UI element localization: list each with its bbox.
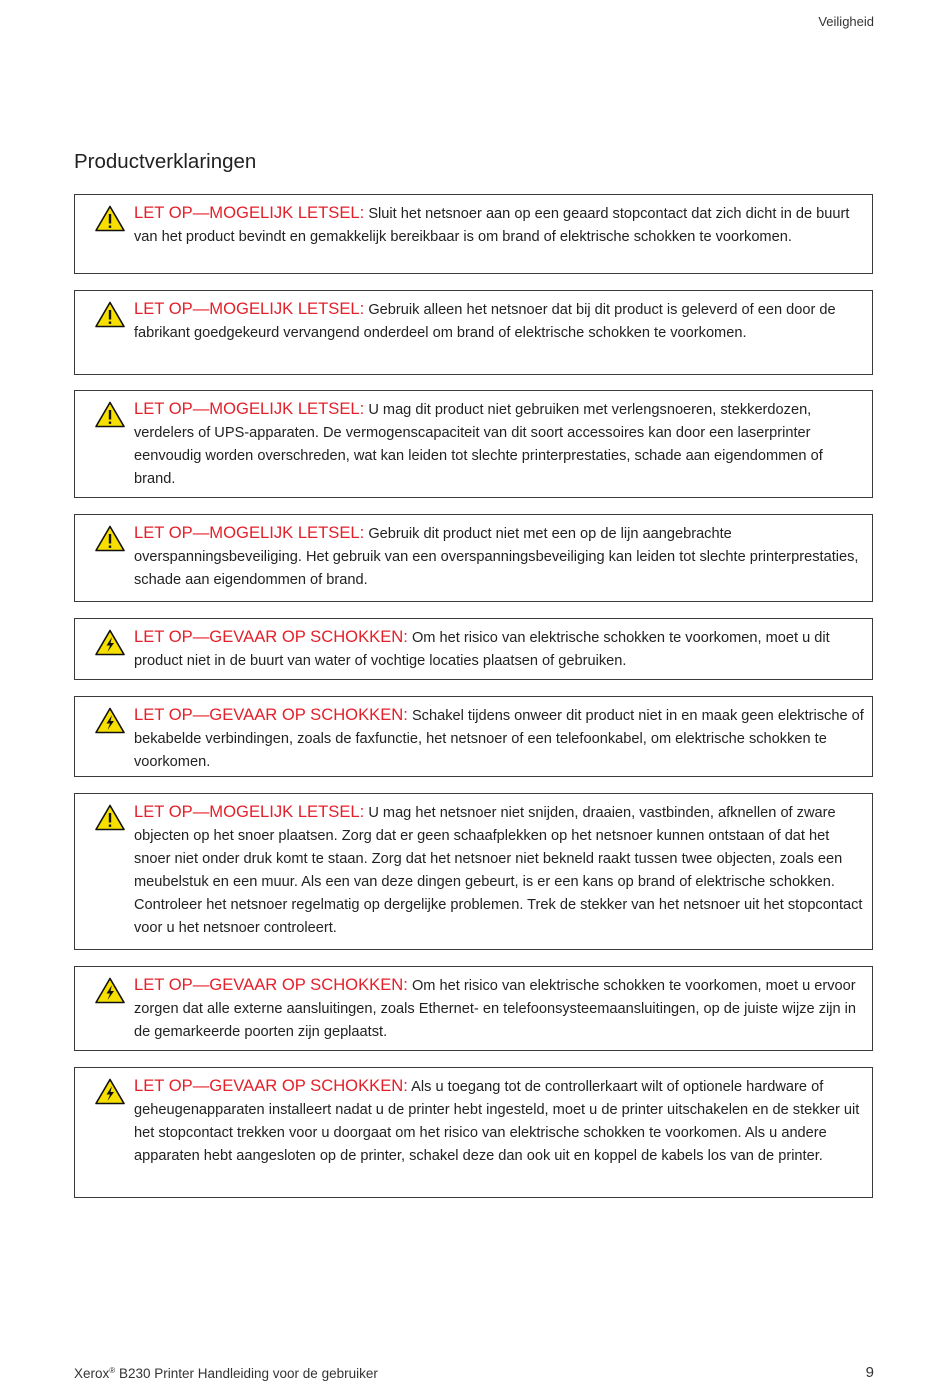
warning-label: LET OP—GEVAAR OP SCHOKKEN: (134, 1076, 408, 1095)
warning-label: LET OP—GEVAAR OP SCHOKKEN: (134, 975, 408, 994)
shock-hazard-icon (95, 977, 125, 1004)
footer-doc-title (74, 1366, 378, 1381)
warning-text (134, 973, 866, 1044)
warning-label: LET OP—GEVAAR OP SCHOKKEN: (134, 705, 408, 724)
warning-box (74, 618, 873, 680)
footer-title: B230 Printer Handleiding voor de gebruiker (115, 1366, 378, 1381)
warning-text (134, 800, 866, 940)
warning-box (74, 1067, 873, 1198)
warning-box (74, 696, 873, 777)
warning-label: LET OP—MOGELIJK LETSEL: (134, 802, 365, 821)
warning-body: Als u toegang tot de controllerkaart wilt of optionele hardware of geheugenapparaten installeert nadat u de printer hebt ingesteld, moet u de printer uitschakelen en de stekker uit het stopcontact trekken voor u doorgaat om het risico van elektrische schokken te voorkomen. Als u andere apparaten hebt aangesloten op de printer, schakel deze dan ook uit en koppel de kabels los van de printer. (134, 1079, 860, 1164)
warning-box (74, 514, 873, 602)
warning-body: U mag het netsnoer niet snijden, draaien, vastbinden, afknellen of zware objecten op het snoer plaatsen. Zorg dat er geen schaafplekken op het netsnoer kunnen ontstaan of dat het snoer niet onder druk komt te staan. Zorg dat het netsnoer niet bekneld raakt tussen twee objecten, zoals een meubelstuk en een muur. Als een van deze dingen gebeurt, is er een kans op brand of elektrische schokken. Controleer het netsnoer regelmatig op dergelijke problemen. Trek de stekker van het netsnoer uit het stopcontact voor u het netsnoer controleert. (134, 805, 863, 936)
page-number: 9 (865, 1364, 874, 1381)
warning-label: LET OP—MOGELIJK LETSEL: (134, 523, 365, 542)
caution-icon (95, 401, 125, 428)
warning-label: LET OP—MOGELIJK LETSEL: (134, 399, 365, 418)
warning-label: LET OP—MOGELIJK LETSEL: (134, 203, 365, 222)
shock-hazard-icon (95, 707, 125, 734)
registered-mark: ® (109, 1366, 116, 1375)
warning-label: LET OP—GEVAAR OP SCHOKKEN: (134, 627, 408, 646)
warning-body: Sluit het netsnoer aan op een geaard stopcontact dat zich dicht in de buurt van het product bevindt en gemakkelijk bereikbaar is om brand of elektrische schokken te voorkomen. (134, 206, 850, 245)
warning-text (134, 201, 866, 249)
caution-icon (95, 525, 125, 552)
caution-icon (95, 804, 125, 831)
section-title: Productverklaringen (74, 150, 257, 173)
warning-box (74, 966, 873, 1051)
warning-body: Gebruik alleen het netsnoer dat bij dit product is geleverd of een door de fabrikant goedgekeurd vervangend onderdeel om brand of elektrische schokken te voorkomen. (134, 302, 836, 341)
caution-icon (95, 205, 125, 232)
shock-hazard-icon (95, 1078, 125, 1105)
warning-body: Gebruik dit product niet met een op de lijn aangebrachte overspanningsbeveiliging. Het gebruik van een overspanningsbeveiliging kan leiden tot slechte printerprestaties, schade aan eigendommen of brand. (134, 526, 859, 588)
warning-text (134, 521, 866, 592)
running-header: Veiligheid (818, 14, 874, 29)
caution-icon (95, 301, 125, 328)
warning-body: Om het risico van elektrische schokken te voorkomen, moet u ervoor zorgen dat alle externe aansluitingen, zoals Ethernet- en telefoonsysteemaansluitingen, op de juiste wijze zijn in de gemarkeerde poorten zijn geplaatst. (134, 978, 857, 1040)
warning-text (134, 1074, 866, 1168)
warning-text (134, 625, 866, 673)
shock-hazard-icon (95, 629, 125, 656)
warning-text (134, 397, 866, 491)
footer-brand: Xerox (74, 1366, 110, 1381)
warning-text (134, 703, 866, 774)
warning-box (74, 194, 873, 274)
warning-box (74, 390, 873, 498)
warning-body: U mag dit product niet gebruiken met verlengsnoeren, stekkerdozen, verdelers of UPS-apparaten. De vermogenscapaciteit van dit soort accessoires kan door een laserprinter eenvoudig worden overschreden, wat kan leiden tot slechte printerprestaties, schade aan eigendommen of brand. (134, 402, 823, 487)
warning-box (74, 290, 873, 375)
warning-text (134, 297, 866, 345)
warning-body: Schakel tijdens onweer dit product niet in en maak geen elektrische of bekabelde verbindingen, zoals de faxfunctie, het netsnoer of een telefoonkabel, om elektrische schokken te voorkomen. (134, 708, 864, 770)
warning-body: Om het risico van elektrische schokken te voorkomen, moet u dit product niet in de buurt van water of vochtige locaties plaatsen of gebruiken. (134, 630, 830, 669)
warning-label: LET OP—MOGELIJK LETSEL: (134, 299, 365, 318)
warning-box (74, 793, 873, 950)
